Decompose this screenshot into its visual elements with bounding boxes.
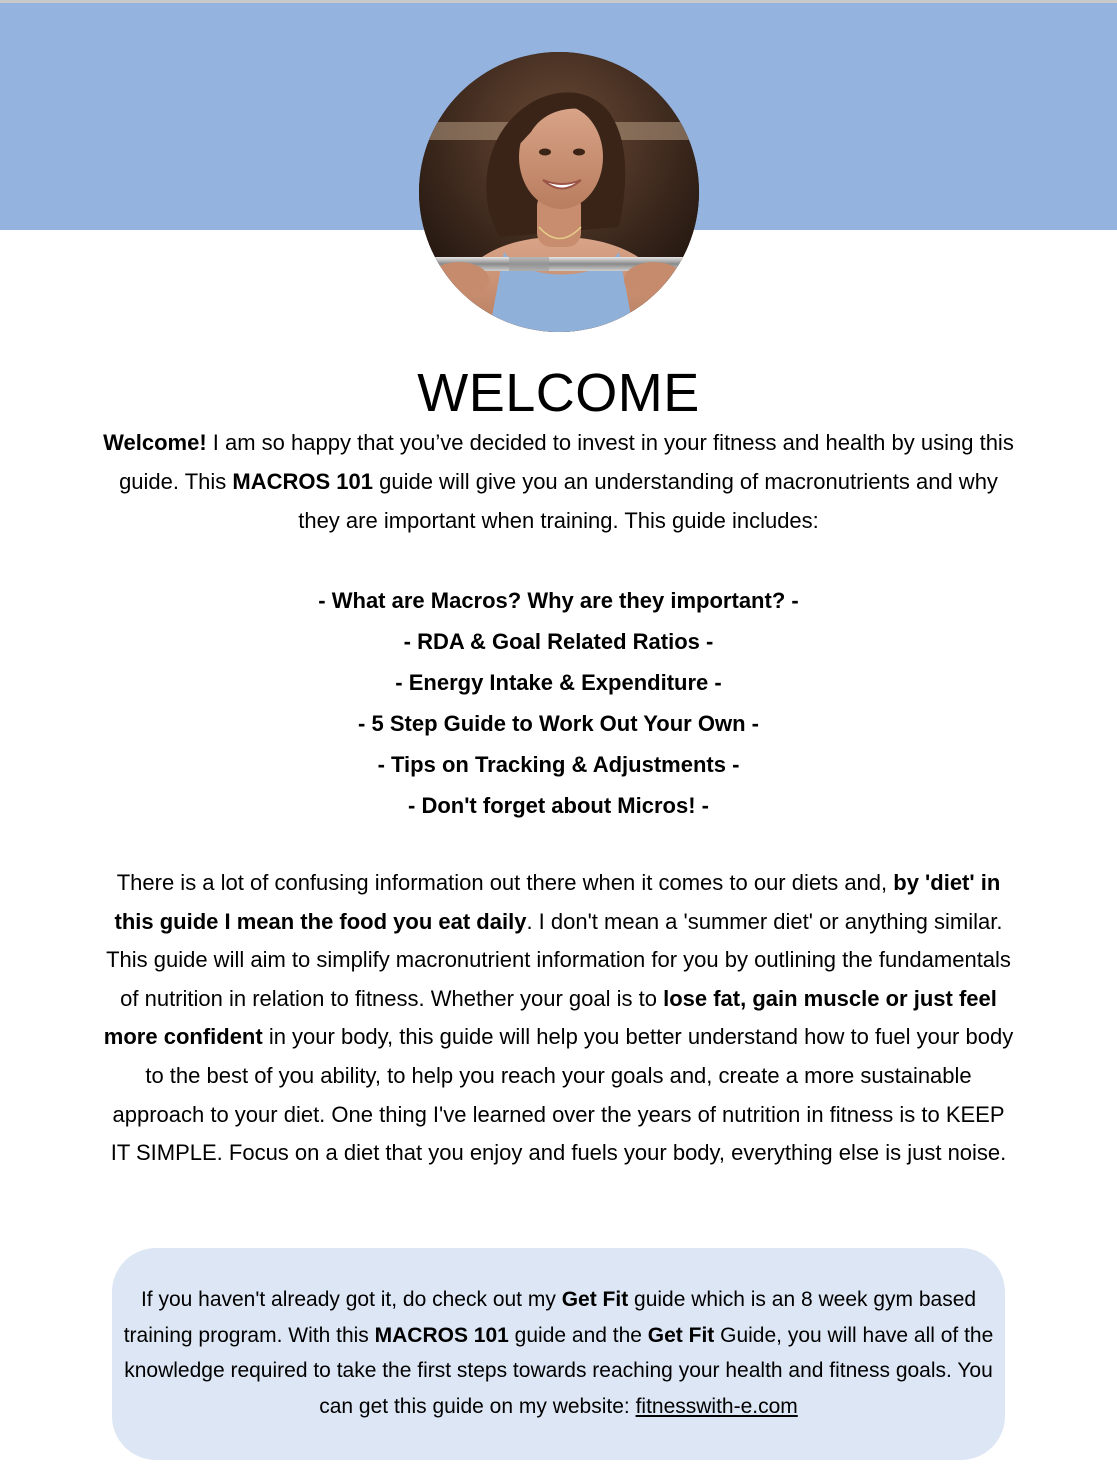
- intro-paragraph: [100, 423, 1017, 540]
- list-item: - 5 Step Guide to Work Out Your Own -: [358, 711, 759, 736]
- body-text-1: There is a lot of confusing information out there when it comes to our diets and,: [116, 870, 894, 895]
- callout-bold-2: MACROS 101: [374, 1323, 509, 1347]
- intro-text-2: guide will give you an understanding of macronutrients and why they are important when training. This guide includes:: [298, 469, 998, 533]
- intro-lead: Welcome!: [103, 430, 207, 455]
- callout-text-3: guide and the: [508, 1323, 648, 1347]
- body-bold-1: by 'diet' in this guide I mean the food you eat daily: [114, 870, 1001, 934]
- profile-photo: [419, 52, 699, 332]
- list-item: - RDA & Goal Related Ratios -: [403, 629, 714, 654]
- intro-guide-name: MACROS 101: [232, 469, 373, 494]
- get-fit-callout-box: [112, 1248, 1005, 1460]
- callout-paragraph: [112, 1282, 1005, 1424]
- body-text-2: . I don't mean a 'summer diet' or anything similar. This guide will aim to simplify macronutrient information for you by outlining the fundamentals of nutrition in relation to fitness. Whether your goal is to: [106, 908, 1011, 1011]
- callout-bold-1: Get Fit: [561, 1288, 629, 1311]
- list-item: - Energy Intake & Expenditure -: [395, 670, 722, 695]
- list-item: - What are Macros? Why are they important? -: [318, 588, 799, 613]
- body-bold-2: lose fat, gain muscle or just feel more confident: [103, 985, 997, 1050]
- profile-photo-illustration: [419, 52, 699, 332]
- list-item: - Tips on Tracking & Adjustments -: [377, 752, 740, 777]
- callout-text-2: guide which is an 8 week gym based training program. With this: [123, 1288, 977, 1347]
- callout-text-1: If you haven't already got it, do check out my: [140, 1288, 562, 1311]
- body-text-3: in your body, this guide will help you better understand how to fuel your body to the best of you ability, to help you reach your goals and, create a more sustainable approach to your diet. One thing I've learned over the years of nutrition in fitness is to KEEP IT SIMPLE. Focus on a diet that you enjoy and fuels your body, everything else is just noise.: [110, 1024, 1014, 1166]
- intro-text-1: I am so happy that you’ve decided to invest in your fitness and health by using this guide. This: [119, 430, 1014, 494]
- callout-text-4: Guide, you will have all of the knowledge required to take the first steps towards reaching your health and fitness goals. You can get this guide on my website:: [124, 1323, 994, 1418]
- callout-bold-3: Get Fit: [647, 1323, 715, 1347]
- page-title: WELCOME: [417, 363, 700, 423]
- body-paragraph: [100, 864, 1017, 1173]
- guide-contents-list: [100, 580, 1017, 826]
- list-item: - Don't forget about Micros! -: [408, 793, 709, 818]
- website-link[interactable]: fitnesswith-e.com: [635, 1394, 798, 1418]
